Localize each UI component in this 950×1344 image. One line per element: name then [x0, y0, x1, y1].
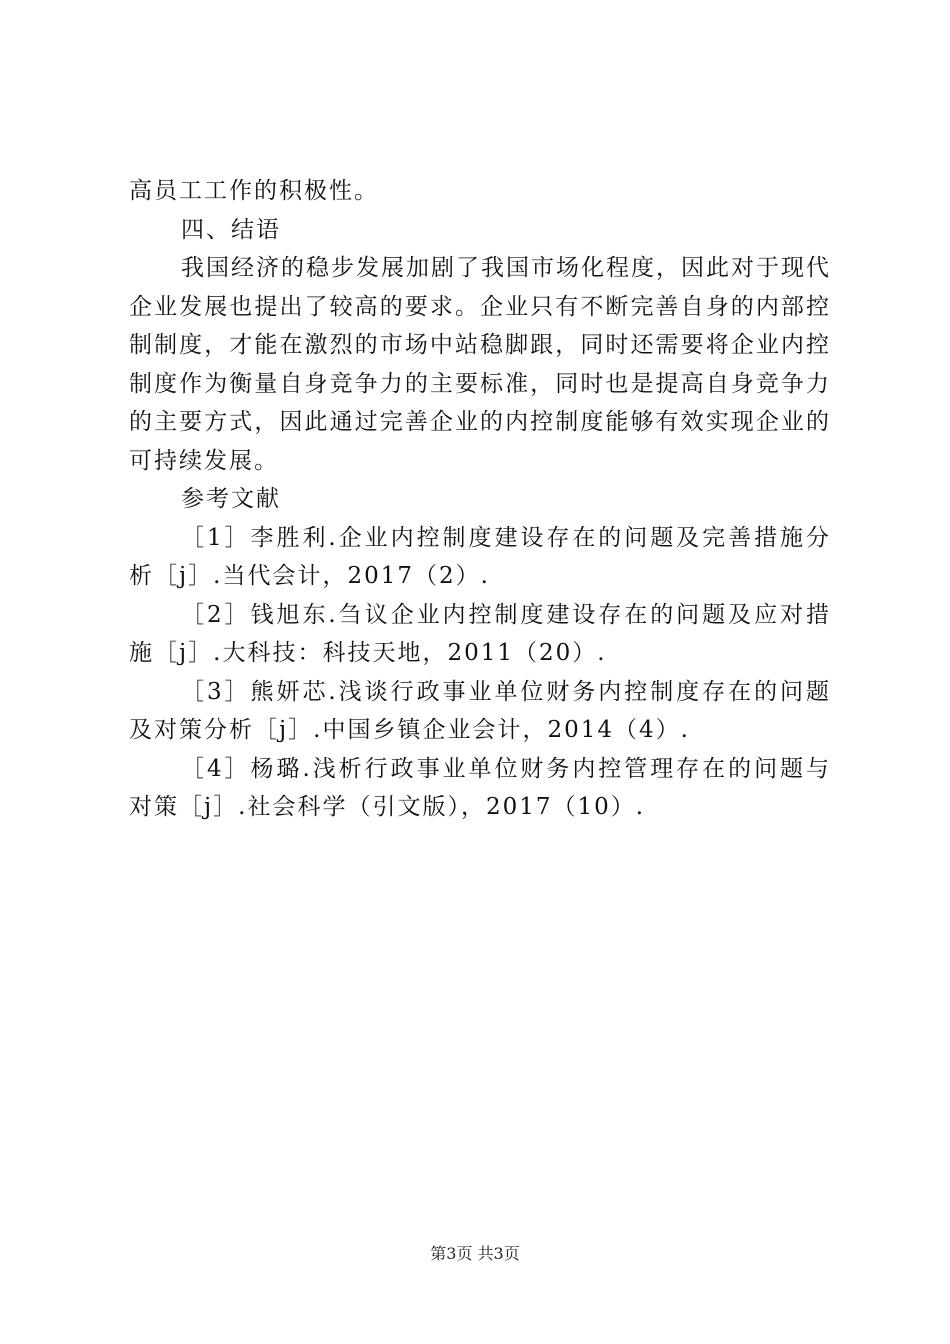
page-footer: 第3页 共3页 — [430, 1244, 520, 1263]
document-body — [129, 172, 831, 827]
reference-item: ［1］李胜利.企业内控制度建设存在的问题及完善措施分析［j］.当代会计，2017（2）. — [129, 524, 831, 589]
reference-item: ［2］钱旭东.刍议企业内控制度建设存在的问题及应对措施［j］.大科技：科技天地，2011（20）. — [129, 601, 831, 666]
reference-item: ［3］熊妍芯.浅谈行政事业单位财务内控制度存在的问题及对策分析［j］.中国乡镇企业会计，2014（4）. — [129, 678, 831, 743]
paragraph-conclusion: 我国经济的稳步发展加剧了我国市场化程度，因此对于现代企业发展也提出了较高的要求。企业只有不断完善自身的内部控制制度，才能在激烈的市场中站稳脚跟，同时还需要将企业内控制度作为衡量自身竞争力的主要标准，同时也是提高自身竞争力的主要方式，因此通过完善企业的内控制度能够有效实现企业的可持续发展。 — [129, 255, 831, 474]
references-heading: 参考文献 — [181, 486, 281, 512]
paragraph-continuation: 高员工工作的积极性。 — [129, 178, 379, 204]
reference-item: ［4］杨璐.浅析行政事业单位财务内控管理存在的问题与对策［j］.社会科学（引文版），2017（10）. — [129, 755, 831, 820]
section-heading-conclusion: 四、结语 — [181, 216, 281, 243]
